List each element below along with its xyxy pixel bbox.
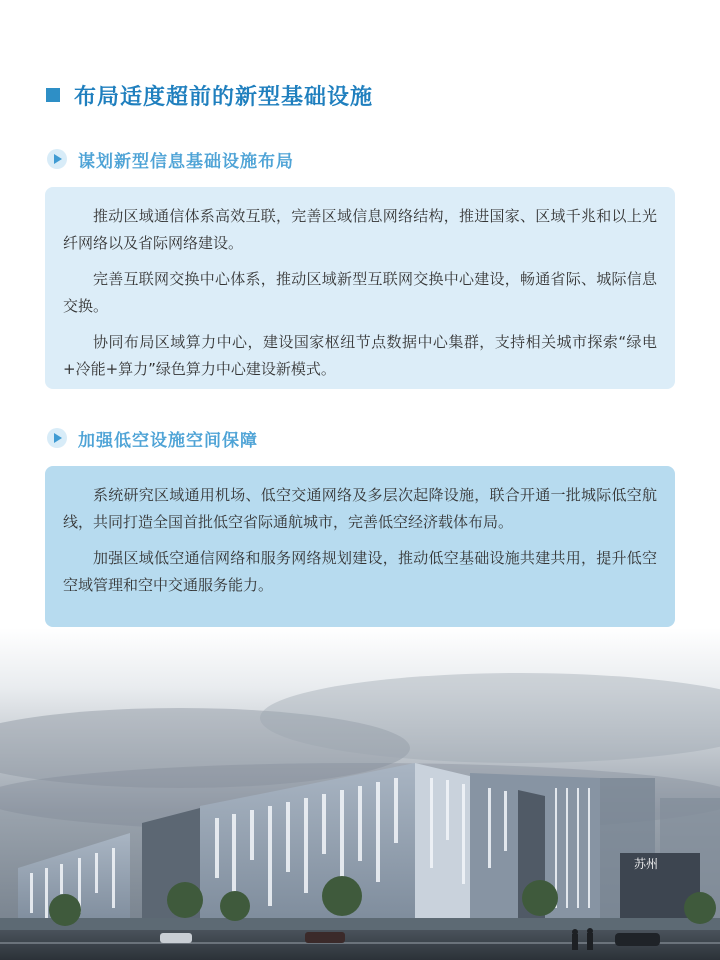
paragraph: 推动区域通信体系高效互联，完善区域信息网络结构，推进国家、区域千兆和以上光纤网络以及省际网络建设。	[63, 207, 657, 252]
main-title	[46, 78, 373, 112]
data-center-photo	[0, 628, 720, 960]
info-infrastructure-card	[45, 187, 675, 389]
square-bullet-icon	[46, 88, 60, 102]
main-title-text: 布局适度超前的新型基础设施	[74, 84, 374, 110]
paragraph: 完善互联网交换中心体系，推动区域新型互联网交换中心建设，畅通省际、城际信息交换。	[63, 270, 657, 315]
play-circle-icon	[46, 148, 68, 170]
play-circle-icon	[46, 427, 68, 449]
paragraph: 协同布局区域算力中心，建设国家枢纽节点数据中心集群，支持相关城市探索“绿电+冷能+算力”绿色算力中心建设新模式。	[63, 333, 657, 378]
building-sign-text: 苏州	[634, 857, 659, 871]
section-heading-text: 加强低空设施空间保障	[78, 430, 258, 451]
paragraph: 加强区域低空通信网络和服务网络规划建设，推动低空基础设施共建共用，提升低空空域管理和空中交通服务能力。	[63, 549, 657, 594]
section-heading-low-altitude	[46, 425, 258, 451]
section-heading-info-infrastructure	[46, 146, 294, 172]
paragraph: 系统研究区域通用机场、低空交通网络及多层次起降设施，联合开通一批城际低空航线，共同打造全国首批低空省际通航城市，完善低空经济载体布局。	[63, 486, 657, 531]
section-heading-text: 谋划新型信息基础设施布局	[78, 151, 294, 172]
low-altitude-card	[45, 466, 675, 627]
